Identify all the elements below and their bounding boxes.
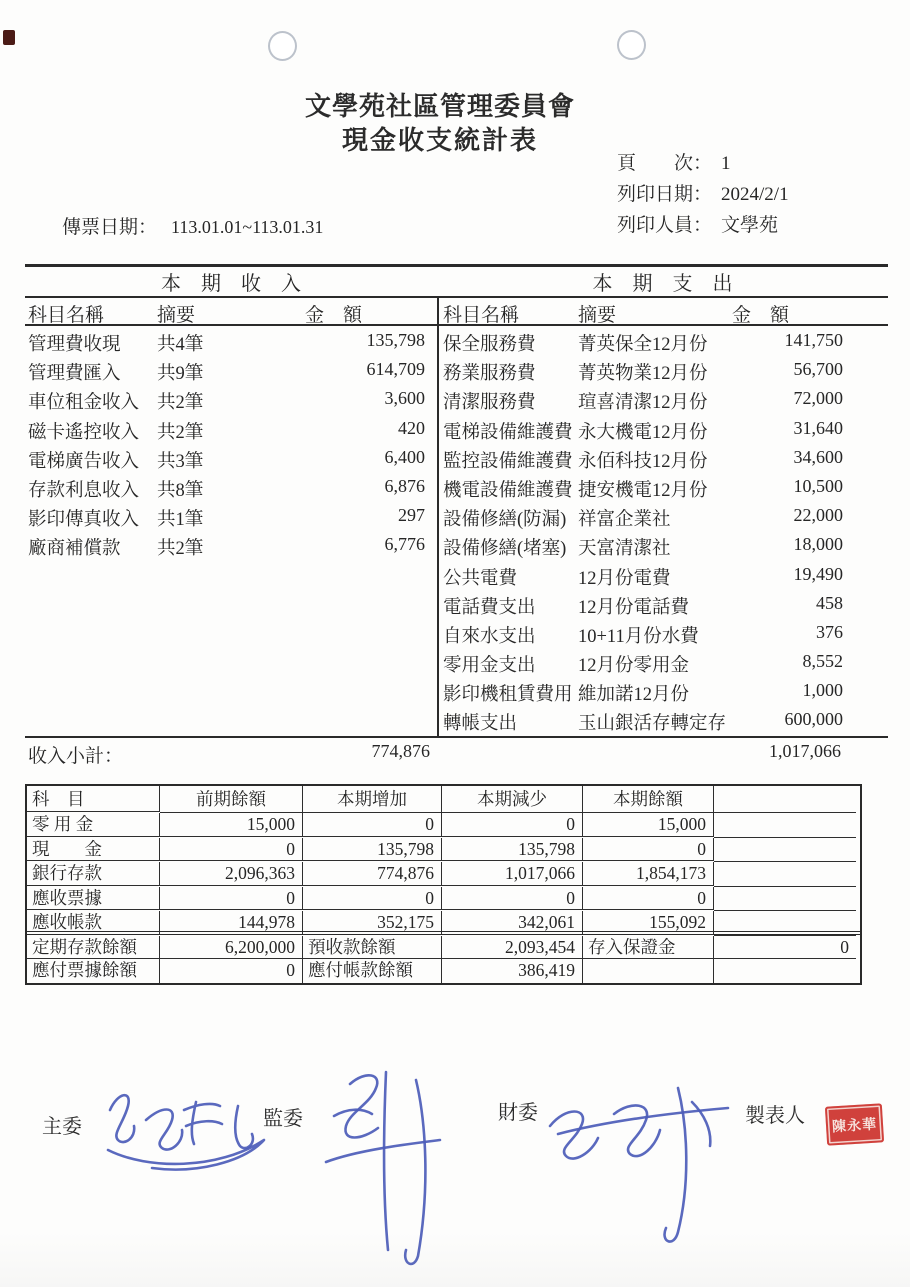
summary-text: 共8筆 (157, 480, 204, 501)
summary-text: 永佰科技12月份 (578, 451, 708, 472)
print-date-value: 2024/2/1 (721, 184, 789, 205)
balance-cell: 應付票據餘額 (27, 959, 160, 983)
amount-value: 6,776 (384, 534, 425, 555)
income-column (25, 298, 437, 736)
voucher-date-label: 傳票日期： (62, 217, 158, 238)
balance-cell: 1,854,173 (583, 862, 714, 886)
account-name: 務業服務費 (443, 364, 536, 385)
account-name: 存款利息收入 (28, 480, 140, 501)
amount-value: 141,750 (784, 330, 843, 350)
income-row (25, 355, 437, 384)
income-rows (25, 326, 437, 560)
balance-cell: 0 (583, 887, 714, 911)
account-name: 自來水支出 (443, 626, 536, 647)
account-name: 監控設備維護費 (443, 451, 573, 472)
balance-cell: 銀行存款 (27, 862, 160, 886)
summary-text: 共1筆 (157, 510, 204, 531)
account-name: 設備修繕(防漏) (443, 510, 567, 531)
summary-text: 菁英保全12月份 (578, 335, 708, 355)
income-row (25, 384, 437, 413)
summary-text: 維加諾12月份 (578, 685, 690, 706)
summary-text: 12月份電話費 (578, 597, 690, 618)
subtotal-row (25, 741, 888, 767)
summary-text: 12月份電費 (578, 568, 671, 589)
subtotal-label: 收入小計： (28, 746, 124, 767)
expense-section-title: 本 期 支 出 (592, 273, 733, 295)
account-name: 車位租金收入 (28, 393, 140, 414)
income-section-title: 本 期 收 入 (161, 273, 301, 295)
amount-value: 1,000 (802, 680, 843, 701)
balance-cell (714, 959, 856, 983)
amount-value: 6,400 (384, 446, 425, 467)
balance-grid (27, 786, 860, 983)
balance-cell: 0 (442, 813, 583, 837)
column-header-account: 科目名稱 (443, 305, 520, 326)
balance-cell: 1,017,066 (442, 862, 583, 886)
print-date-row (617, 179, 789, 210)
preparer-name-stamp (825, 1103, 884, 1145)
column-header-amount: 金 額 (305, 305, 363, 326)
balance-header-cell: 本期餘額 (583, 786, 714, 813)
income-expense-table (25, 264, 888, 738)
print-date-label: 列印日期： (617, 184, 713, 205)
column-header-summary: 摘要 (157, 305, 196, 326)
treasurer-label: 財委 (498, 1102, 538, 1124)
balance-cell: 352,175 (303, 911, 442, 935)
balance-cell: 0 (160, 887, 303, 911)
account-name: 清潔服務費 (443, 393, 536, 414)
balance-cell (714, 838, 856, 863)
amount-value: 376 (816, 621, 843, 642)
column-header-account: 科目名稱 (28, 305, 105, 326)
account-name: 影印機租賃費用 (443, 685, 573, 706)
balance-cell: 應付帳款餘額 (303, 959, 442, 983)
balance-cell: 0 (303, 887, 442, 911)
balance-cell: 2,096,363 (160, 862, 303, 886)
balance-cell: 存入保證金 (583, 936, 714, 960)
balance-cell: 135,798 (303, 838, 442, 862)
balance-header-cell: 前期餘額 (160, 786, 303, 813)
double-rule-divider (25, 931, 862, 935)
balance-cell: 0 (442, 887, 583, 911)
summary-text: 12月份零用金 (578, 656, 690, 677)
print-user-row (617, 210, 789, 241)
balance-cell: 0 (160, 838, 303, 862)
expense-row (439, 443, 888, 472)
summary-text: 玉山銀活存轉定存 (578, 714, 727, 735)
expense-subtotal-value: 1,017,066 (769, 741, 841, 761)
balance-cell: 2,093,454 (442, 936, 583, 960)
scan-shadow (0, 1232, 910, 1287)
balance-cell (714, 862, 856, 887)
expense-row (439, 355, 888, 384)
expense-column (437, 298, 888, 736)
expense-row (439, 530, 888, 559)
balance-cell: 0 (714, 936, 856, 960)
balance-header-cell: 本期減少 (442, 786, 583, 813)
balance-cell: 386,419 (442, 959, 583, 983)
account-name: 零用金支出 (443, 656, 536, 677)
column-header-summary: 摘要 (578, 305, 617, 326)
chair-label: 主委 (42, 1116, 82, 1138)
amount-value: 31,640 (793, 417, 843, 438)
summary-text: 永大機電12月份 (578, 422, 708, 443)
summary-text: 共3筆 (157, 451, 204, 472)
balance-cell: 應收票據 (27, 887, 160, 911)
balance-cell (714, 813, 856, 838)
account-name: 機電設備維護費 (443, 480, 573, 501)
expense-row (439, 618, 888, 647)
document-title: 文學苑社區管理委員會 (304, 92, 575, 121)
account-name: 保全服務費 (443, 335, 536, 355)
summary-text: 共2筆 (157, 393, 204, 414)
balance-cell (583, 959, 714, 983)
expense-row (439, 705, 888, 734)
amount-value: 22,000 (793, 505, 843, 526)
page-number-label: 頁 次： (617, 153, 713, 174)
column-header-amount: 金 額 (732, 305, 790, 326)
account-name: 電梯設備維護費 (443, 422, 573, 443)
balance-summary-table (25, 784, 862, 985)
summary-text: 10+11月份水費 (578, 626, 699, 647)
voucher-date-value: 113.01.01~113.01.31 (171, 217, 324, 237)
table-body (25, 298, 888, 736)
balance-cell: 0 (303, 813, 442, 837)
balance-header-cell (714, 786, 856, 813)
expense-row (439, 560, 888, 589)
page-number-row (617, 148, 789, 179)
balance-cell: 155,092 (583, 911, 714, 935)
expense-row (439, 589, 888, 618)
chair-signature (88, 1076, 288, 1191)
income-row (25, 414, 437, 443)
balance-header-cell: 本期增加 (303, 786, 442, 813)
account-name: 磁卡遙控收入 (28, 422, 140, 443)
treasurer-signature (532, 1062, 742, 1257)
income-row (25, 326, 437, 355)
expense-column-headers (439, 298, 888, 326)
expense-row (439, 414, 888, 443)
summary-text: 共9筆 (157, 364, 204, 385)
amount-value: 614,709 (366, 359, 425, 380)
balance-cell: 135,798 (442, 838, 583, 862)
account-name: 公共電費 (443, 568, 518, 589)
page-number-value: 1 (721, 153, 731, 174)
scan-corner-artifact (3, 30, 15, 45)
summary-text: 祥富企業社 (578, 510, 671, 531)
expense-row (439, 676, 888, 705)
print-user-value: 文學苑 (721, 215, 779, 236)
balance-cell: 15,000 (583, 813, 714, 837)
stamp-text: 陳永華 (831, 1117, 878, 1135)
account-name: 轉帳支出 (443, 714, 518, 735)
balance-cell: 15,000 (160, 813, 303, 837)
summary-text: 捷安機電12月份 (578, 480, 708, 501)
account-name: 電話費支出 (443, 597, 536, 618)
amount-value: 10,500 (793, 475, 843, 496)
income-subtotal-value: 774,876 (371, 741, 430, 761)
amount-value: 34,600 (793, 446, 843, 467)
balance-cell: 現 金 (27, 838, 160, 862)
summary-text: 共2筆 (157, 539, 204, 560)
amount-value: 8,552 (802, 651, 843, 672)
amount-value: 18,000 (793, 534, 843, 555)
expense-row (439, 647, 888, 676)
amount-value: 6,876 (384, 475, 425, 496)
income-row (25, 530, 437, 559)
preparer-label: 製表人 (745, 1105, 805, 1127)
amount-value: 600,000 (784, 709, 843, 730)
account-name: 設備修繕(堵塞) (443, 539, 567, 560)
amount-value: 297 (398, 505, 425, 526)
print-user-label: 列印人員： (617, 215, 713, 236)
amount-value: 72,000 (793, 388, 843, 409)
income-row (25, 443, 437, 472)
amount-value: 420 (398, 417, 425, 438)
balance-cell: 0 (583, 838, 714, 862)
punch-hole-left (268, 31, 297, 61)
summary-text: 共2筆 (157, 422, 204, 443)
balance-cell: 144,978 (160, 911, 303, 935)
balance-cell: 6,200,000 (160, 936, 303, 960)
expense-row (439, 326, 888, 355)
summary-text: 菁英物業12月份 (578, 364, 708, 385)
print-meta-block (617, 148, 789, 241)
balance-cell: 應收帳款 (27, 911, 160, 935)
summary-text: 瑄喜清潔12月份 (578, 393, 708, 414)
income-column-headers (25, 298, 437, 326)
balance-cell (714, 887, 856, 912)
income-row (25, 472, 437, 501)
amount-value: 56,700 (793, 359, 843, 380)
account-name: 電梯廣告收入 (28, 451, 140, 472)
income-row (25, 501, 437, 530)
account-name: 影印傳真收入 (28, 510, 140, 531)
balance-cell: 定期存款餘額 (27, 936, 160, 960)
punch-hole-right (617, 30, 646, 60)
summary-text: 天富清潔社 (578, 539, 671, 560)
balance-cell: 774,876 (303, 862, 442, 886)
account-name: 廠商補償款 (28, 539, 121, 560)
balance-cell: 342,061 (442, 911, 583, 935)
balance-cell: 零 用 金 (27, 813, 160, 837)
amount-value: 3,600 (384, 388, 425, 409)
expense-row (439, 472, 888, 501)
amount-value: 135,798 (366, 330, 425, 350)
account-name: 管理費收現 (28, 335, 121, 355)
expense-row (439, 384, 888, 413)
balance-cell: 0 (160, 959, 303, 983)
balance-header-cell: 科 目 (27, 786, 160, 812)
account-name: 管理費匯入 (28, 364, 121, 385)
expense-rows (439, 326, 888, 735)
amount-value: 458 (816, 592, 843, 613)
document-subtitle: 現金收支統計表 (341, 126, 538, 155)
balance-cell: 預收款餘額 (303, 936, 442, 960)
amount-value: 19,490 (793, 563, 843, 584)
expense-row (439, 501, 888, 530)
section-header-band (25, 267, 888, 298)
supervisor-label: 監委 (263, 1108, 303, 1130)
voucher-date-row (62, 212, 323, 239)
summary-text: 共4筆 (157, 335, 204, 355)
